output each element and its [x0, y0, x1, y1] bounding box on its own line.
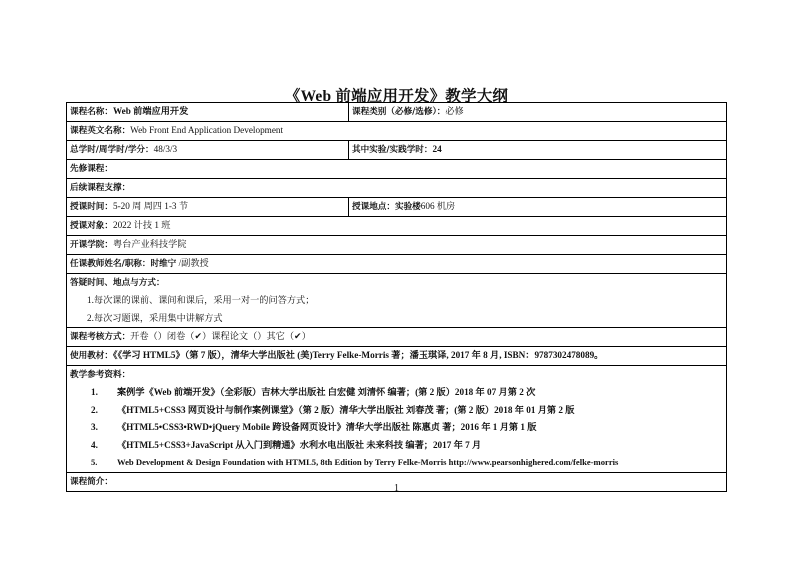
row-exam — [67, 328, 727, 347]
ref-text: 案例学《Web 前端开发》（全彩版）吉林大学出版社 白宏健 刘清怀 编著；(第 2 版）2018 年 07 月第 2 次 — [117, 387, 536, 398]
cell-qa-label — [67, 274, 727, 293]
cell-prereq — [67, 160, 727, 179]
row-audience — [67, 217, 727, 236]
prereq-label: 先修课程： — [70, 164, 113, 174]
time-value: 5-20 周 周四 1-3 节 — [112, 201, 189, 211]
audience-label: 授课对象： — [70, 221, 113, 231]
cell-course-type — [349, 103, 727, 122]
row-course-en — [67, 122, 727, 141]
college-label: 开课学院： — [70, 240, 113, 250]
course-type-value: 必修 — [445, 106, 464, 116]
row-qa-label — [67, 274, 727, 293]
textbook-value: 《《学习 HTML5》（第 7 版），清华大学出版社 (美)Terry Felke-Morris 著；潘玉琪译, 2017 年 8 月, ISBN：9787302478089。 — [112, 350, 604, 360]
cell-refs-label — [67, 366, 727, 385]
row-ref-1 — [67, 384, 727, 402]
location-value-bold: 实验楼 — [394, 202, 421, 212]
cell-followup — [67, 179, 727, 198]
page-number: 1 — [394, 483, 399, 494]
cell-audience — [67, 217, 727, 236]
location-label: 授课地点： — [352, 202, 395, 212]
exam-label: 课程考核方式： — [70, 332, 131, 342]
row-ref-4 — [67, 437, 727, 455]
time-label: 授课时间： — [70, 202, 113, 212]
cell-time — [67, 198, 349, 217]
row-qa-item-2 — [67, 310, 727, 328]
lab-hours-label: 其中实验/实践学时： — [352, 145, 433, 155]
ref-item — [67, 419, 727, 437]
document-title: 《Web 前端应用开发》教学大纲 — [284, 88, 509, 105]
row-ref-3 — [67, 419, 727, 437]
ref-text: 《HTML5+CSS3+JavaScript 从入门到精通》水利水电出版社 未来科技 编著；2017 年 7 月 — [117, 439, 482, 450]
course-name-label: 课程名称： — [70, 107, 113, 117]
cell-college — [67, 236, 727, 255]
ref-item — [67, 402, 727, 420]
teacher-label: 任课教师姓名/职称： — [70, 259, 151, 269]
followup-label: 后续课程支撑： — [70, 183, 131, 193]
course-name-value: Web 前端应用开发 — [112, 106, 189, 116]
ref-item — [67, 454, 727, 472]
college-value: 粤台产业科技学院 — [112, 239, 187, 249]
audience-value: 2022 计技 1 班 — [112, 220, 171, 230]
cell-teacher — [67, 255, 727, 274]
cell-course-name — [67, 103, 349, 122]
ref-num: 1. — [91, 387, 98, 398]
refs-label: 教学参考资料： — [70, 370, 131, 380]
ref-text: 《HTML5+CSS3 网页设计与制作案例课堂》（第 2 版）清华大学出版社 刘春茂 著；(第 2 版）2018 年 01 月第 2 版 — [117, 404, 575, 415]
ref-num: 2. — [91, 404, 98, 415]
cell-exam — [67, 328, 727, 347]
cell-textbook — [67, 347, 727, 366]
row-college — [67, 236, 727, 255]
cell-course-en — [67, 122, 727, 141]
qa-item: 1.每次课的课前、课间和课后，采用一对一的问答方式； — [67, 292, 727, 310]
ref-text: 《HTML5•CSS3•RWD•jQuery Mobile 跨设备网页设计》清华大学出版社 陈惠贞 著；2016 年 1 月第 1 版 — [117, 422, 537, 433]
course-en-label: 课程英文名称： — [70, 126, 131, 136]
row-followup — [67, 179, 727, 198]
ref-text: Web Development & Design Foundation with HTML5, 8th Edition by Terry Felke-Morris http://www.pearsonhighered.com/felke-morris — [117, 457, 619, 468]
hours-value: 48/3/3 — [153, 144, 178, 154]
ref-item — [67, 437, 727, 455]
qa-label: 答疑时间、地点与方式： — [70, 278, 165, 288]
teacher-title: /副教授 — [178, 258, 209, 268]
ref-item — [67, 384, 727, 402]
row-teacher — [67, 255, 727, 274]
syllabus-table — [66, 102, 727, 492]
row-prereq — [67, 160, 727, 179]
course-en-value: Web Front End Application Development — [130, 125, 284, 135]
intro-label: 课程简介： — [70, 476, 113, 487]
row-time-location — [67, 198, 727, 217]
exam-options: 开卷（）闭卷（✔）课程论文（）其它（✔） — [130, 331, 311, 341]
row-course-name — [67, 103, 727, 122]
ref-num: 5. — [91, 457, 98, 468]
row-textbook — [67, 347, 727, 366]
location-value: 606 机房 — [420, 201, 456, 211]
ref-num: 3. — [91, 422, 98, 433]
cell-lab-hours — [349, 141, 727, 160]
row-qa-item-1 — [67, 292, 727, 310]
qa-item: 2.每次习题课，采用集中讲解方式 — [67, 310, 727, 328]
cell-location — [349, 198, 727, 217]
teacher-name: 时维宁 — [150, 259, 177, 269]
cell-hours — [67, 141, 349, 160]
row-ref-5 — [67, 454, 727, 472]
row-refs-label — [67, 366, 727, 385]
ref-num: 4. — [91, 439, 98, 450]
course-type-label: 课程类别（必修/选修）： — [352, 107, 446, 117]
lab-hours-value: 24 — [432, 144, 442, 154]
textbook-label: 使用教材： — [70, 351, 113, 361]
row-hours — [67, 141, 727, 160]
row-ref-2 — [67, 402, 727, 420]
hours-label: 总学时/周学时/学分： — [70, 145, 154, 155]
